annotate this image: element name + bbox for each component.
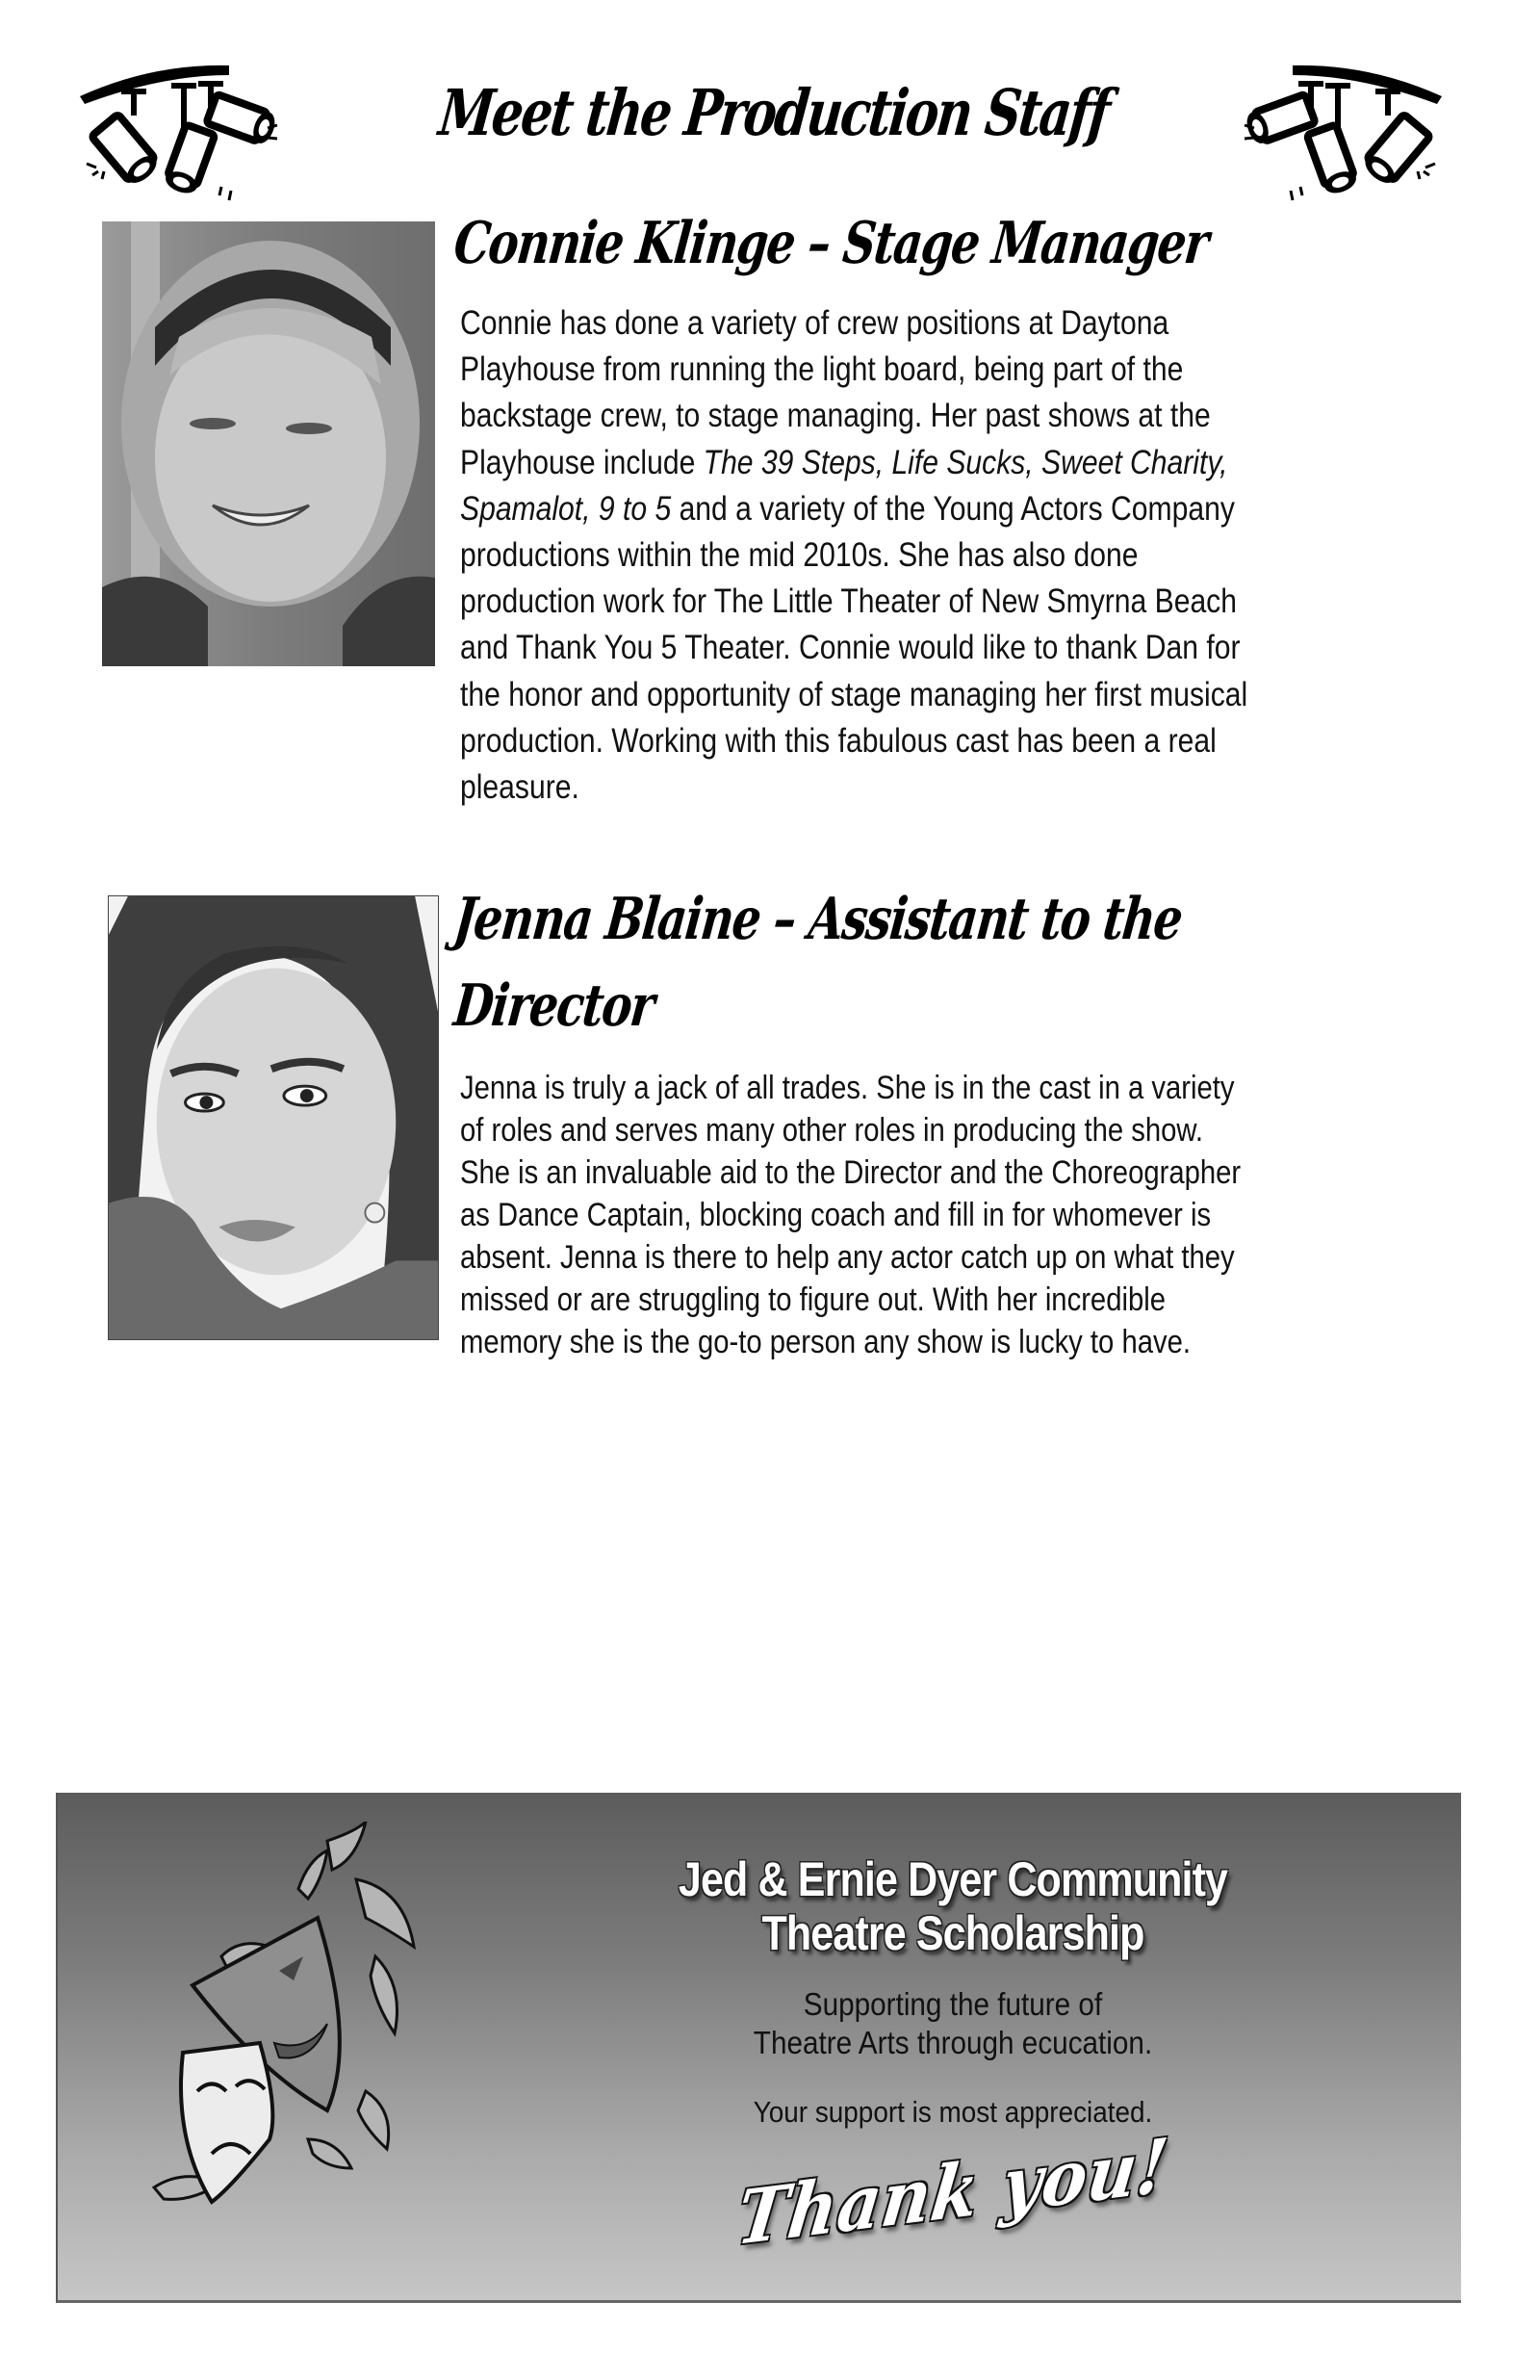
bio-line xyxy=(460,1194,1304,1236)
staff-heading: Connie Klinge – Stage Manager xyxy=(450,210,1212,277)
bio-line xyxy=(460,393,1304,439)
bio-text: production. Working with this fabulous cast has been a real xyxy=(460,721,1217,760)
bio-text: backstage crew, to stage managing. Her past shows at the xyxy=(460,397,1211,435)
bio-text: as Dance Captain, blocking coach and fill in for whomever is xyxy=(460,1197,1212,1233)
scholarship-banner xyxy=(56,1793,1461,2303)
bio-text: She is an invaluable aid to the Director and the Choreographer xyxy=(460,1154,1242,1191)
stage-spotlights-icon xyxy=(1240,56,1447,210)
bio-text: absent. Jenna is there to help any actor catch up on what they xyxy=(460,1239,1235,1276)
bio-line xyxy=(460,1151,1304,1194)
scholarship-tagline: Supporting the future of xyxy=(803,1986,1103,2022)
page-title: Meet the Production Staff xyxy=(435,75,1113,150)
bio-text: Playhouse from running the light board, being part of the xyxy=(460,350,1184,389)
bio-text: pleasure. xyxy=(460,768,579,807)
bio-text: Jenna is truly a jack of all trades. She is in the cast in a variety xyxy=(460,1070,1235,1106)
bio-text: missed or are struggling to figure out. With her incredible xyxy=(460,1281,1166,1318)
stage-spotlights-icon xyxy=(75,56,282,210)
bio-line xyxy=(460,347,1304,393)
bio-line xyxy=(460,532,1304,579)
staff-heading: Jenna Blaine – Assistant to the xyxy=(450,886,1186,953)
bio-line xyxy=(460,1067,1304,1109)
bio-line xyxy=(460,1279,1304,1321)
bio-line xyxy=(460,1236,1304,1279)
bio-line xyxy=(460,718,1304,764)
comedy-tragedy-masks-icon xyxy=(135,1822,424,2207)
staff-bio xyxy=(460,300,1304,811)
bio-line xyxy=(460,486,1304,532)
scholarship-title: Theatre Scholarship xyxy=(761,1906,1144,1960)
staff-bio xyxy=(460,1067,1304,1363)
bio-text: the honor and opportunity of stage managing her first musical xyxy=(460,675,1248,713)
staff-heading-continued: Director xyxy=(450,972,657,1040)
bio-text: memory she is the go-to person any show is lucky to have. xyxy=(460,1324,1191,1360)
bio-text: and Thank You 5 Theater. Connie would like to thank Dan for xyxy=(460,629,1241,667)
bio-line xyxy=(460,579,1304,625)
staff-photo-jenna xyxy=(108,895,439,1340)
appreciation-text: Your support is most appreciated. xyxy=(753,2095,1153,2129)
bio-text: and a variety of the Young Actors Company xyxy=(671,489,1235,528)
bio-line xyxy=(460,300,1304,347)
bio-line xyxy=(460,1109,1304,1151)
show-title-text: Spamalot, 9 to 5 xyxy=(460,489,672,528)
bio-line xyxy=(460,672,1304,718)
bio-text: productions within the mid 2010s. She has also done xyxy=(460,536,1139,575)
bio-line xyxy=(460,764,1304,811)
staff-photo-connie xyxy=(102,221,435,666)
bio-line xyxy=(460,625,1304,671)
show-title-text: The 39 Steps, Life Sucks, Sweet Charity, xyxy=(703,443,1228,481)
bio-text: Playhouse include xyxy=(460,443,704,481)
bio-text: Connie has done a variety of crew positions at Daytona xyxy=(460,304,1169,342)
scholarship-tagline: Theatre Arts through ecucation. xyxy=(753,2025,1153,2060)
bio-line xyxy=(460,440,1304,486)
scholarship-title: Jed & Ernie Dyer Community xyxy=(678,1852,1228,1906)
bio-text: production work for The Little Theater of New Smyrna Beach xyxy=(460,582,1237,621)
bio-text: of roles and serves many other roles in producing the show. xyxy=(460,1112,1204,1149)
bio-line xyxy=(460,1321,1304,1363)
thank-you-text: Thank you! xyxy=(732,2121,1173,2263)
